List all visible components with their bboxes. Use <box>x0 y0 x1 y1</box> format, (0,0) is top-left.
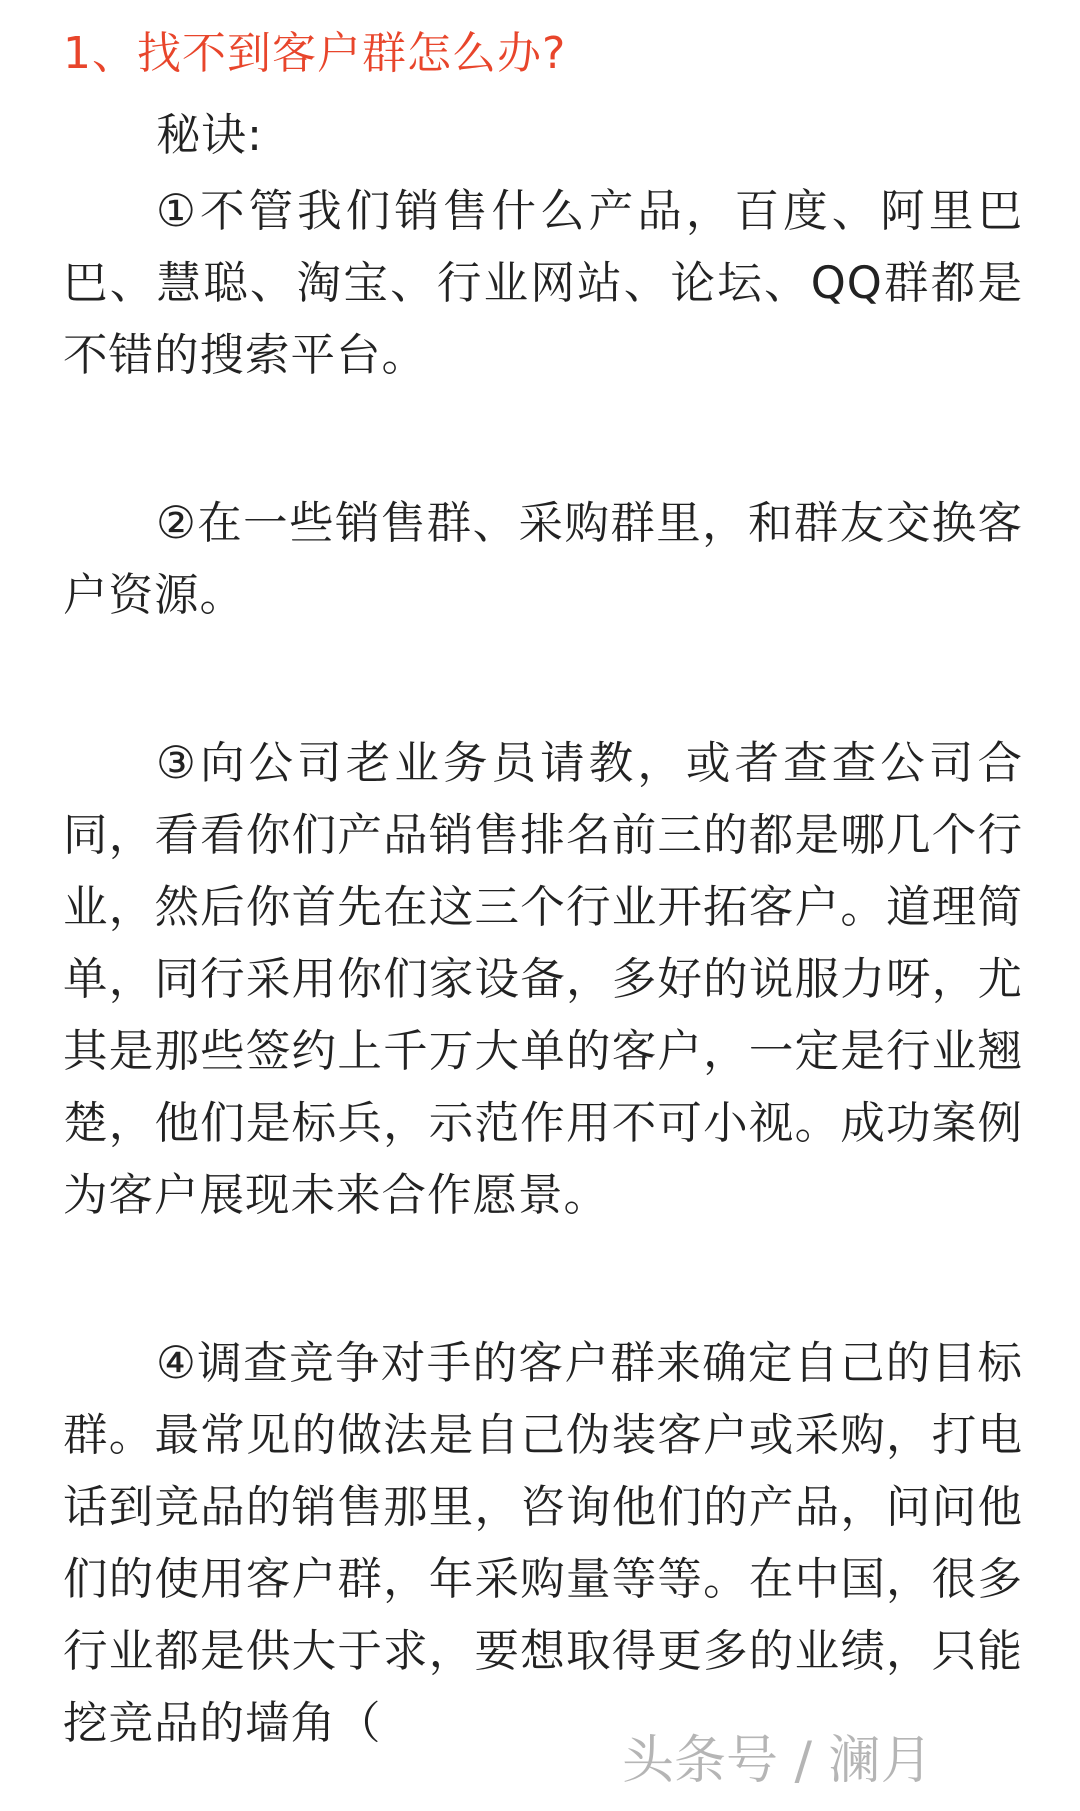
spacer <box>63 632 1023 728</box>
spacer <box>63 392 1023 488</box>
intro-label: 秘诀: <box>156 110 263 161</box>
article-body <box>63 14 1023 1760</box>
source-watermark: 头条号 / 澜月 <box>622 1731 933 1791</box>
paragraph-3: ③向公司老业务员请教，或者查查公司合同，看看你们产品销售排名前三的都是哪几个行业，然后你首先在这三个行业开拓客户。道理简单，同行采用你们家设备，多好的说服力呀，尤其是那些签约上千万大单的客户，一定是行业翘楚，他们是标兵，示范作用不可小视。成功案例为客户展现未来合作愿景。 <box>63 738 1023 1221</box>
paragraph-1: ①不管我们销售什么产品，百度、阿里巴巴、慧聪、淘宝、行业网站、论坛、QQ群都是不错的搜索平台。 <box>63 186 1023 381</box>
paragraph-2: ②在一些销售群、采购群里，和群友交换客户资源。 <box>63 498 1023 621</box>
paragraph-4: ④调查竞争对手的客户群来确定自己的目标群。最常见的做法是自己伪装客户或采购，打电话到竞品的销售那里，咨询他们的产品，问问他们的使用客户群，年采购量等等。在中国，很多行业都是供大于求，要想取得更多的业绩，只能挖竞品的墙角（ <box>63 1338 1023 1749</box>
spacer <box>63 1232 1023 1328</box>
section-heading: 1、找不到客户群怎么办? <box>63 28 567 79</box>
